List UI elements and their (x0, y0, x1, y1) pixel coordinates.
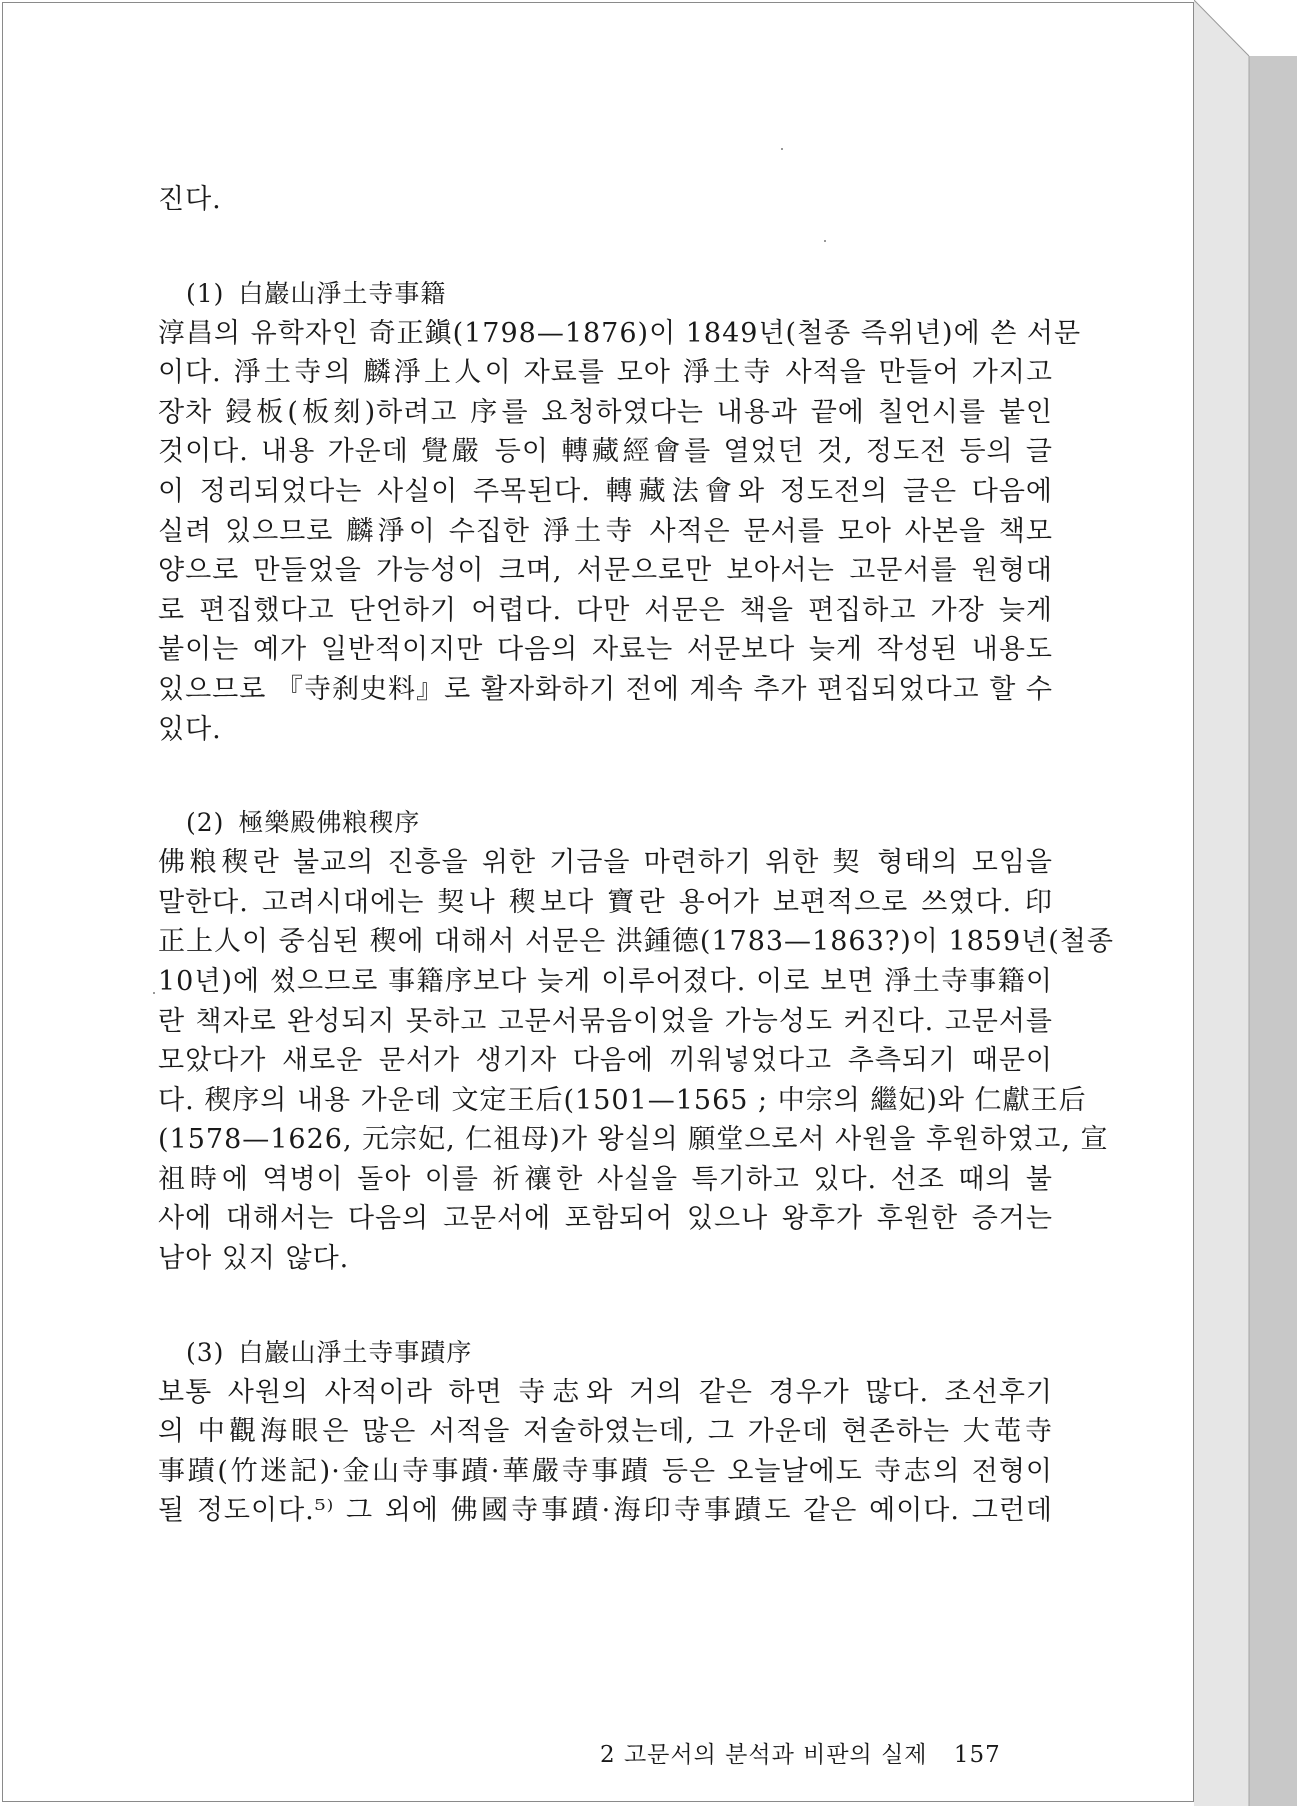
running-footer (600, 1736, 1012, 1769)
section-title: 白巖山淨土寺事蹟序 (238, 1337, 473, 1367)
section-paragraph-2 (158, 843, 1114, 1279)
text-line: 이 정리되었다는 사실이 주목된다. 轉藏法會와 정도전의 글은 다음에 (158, 475, 1053, 507)
text-line: 로 편집했다고 단언하기 어렵다. 다만 서문은 책을 편집하고 가장 늦게 (158, 594, 1053, 626)
body-text (158, 180, 1114, 1531)
scan-speck (781, 148, 783, 150)
text-line: 란 책자로 완성되지 못하고 고문서묶음이었을 가능성도 커진다. 고문서를 (158, 1005, 1053, 1037)
text-line: 事蹟(竹迷記)·金山寺事蹟·華嚴寺事蹟 등은 오늘날에도 寺志의 전형이 (158, 1455, 1053, 1487)
section-number: (1) (186, 278, 225, 308)
chapter-number: 2 (600, 1742, 616, 1768)
text-line: 붙이는 예가 일반적이지만 다음의 자료는 서문보다 늦게 작성된 내용도 (158, 634, 1053, 666)
text-line: 말한다. 고려시대에는 契나 稧보다 寶란 용어가 보편적으로 쓰였다. 印 (158, 886, 1053, 918)
section-heading-2 (158, 803, 1053, 843)
section-paragraph-1 (158, 314, 1082, 750)
section-number: (3) (186, 1337, 225, 1367)
book-page-edge (1194, 0, 1297, 1806)
text-line: 正上人이 중심된 稧에 대해서 서문은 洪鍾德(1783—1863?)이 1859년(철종 (158, 926, 1114, 958)
text-line: (1578—1626, 元宗妃, 仁祖母)가 왕실의 願堂으로서 사원을 후원하였고, 宣 (158, 1124, 1109, 1156)
scan-speck (153, 992, 155, 994)
text-line: 진다. (158, 184, 222, 215)
running-title: 고문서의 분석과 비판의 실제 (623, 1742, 928, 1768)
text-line: 佛粮稧란 불교의 진흥을 위한 기금을 마련하기 위한 契 형태의 모임을 (158, 847, 1053, 879)
section-heading-1 (158, 274, 1053, 314)
text-line: 보통 사원의 사적이라 하면 寺志와 거의 같은 경우가 많다. 조선후기 (158, 1376, 1053, 1408)
section-title: 極樂殿佛粮稧序 (238, 808, 421, 838)
text-line: 10년)에 썼으므로 事籍序보다 늦게 이루어졌다. 이로 보면 淨土寺事籍이 (158, 965, 1053, 997)
text-line: 다. 稧序의 내용 가운데 文定王后(1501—1565 ; 中宗의 繼妃)와 仁獻王后 (158, 1084, 1087, 1116)
section-title: 白巖山淨土寺事籍 (238, 278, 447, 308)
text-line: 있다. (158, 713, 222, 745)
text-line: 있으므로 『寺刹史料』로 활자화하기 전에 계속 추가 편집되었다고 할 수 (158, 673, 1053, 705)
page-number: 157 (953, 1742, 1001, 1768)
text-line: 祖時에 역병이 돌아 이를 祈禳한 사실을 특기하고 있다. 선조 때의 불 (158, 1163, 1053, 1195)
text-line: 것이다. 내용 가운데 覺嚴 등이 轉藏經會를 열었던 것, 정도전 등의 글 (158, 436, 1053, 468)
text-line: 장차 鋟板(板刻)하려고 序를 요청하였다는 내용과 끝에 칠언시를 붙인 (158, 396, 1053, 428)
text-line: 淳昌의 유학자인 奇正鎭(1798—1876)이 1849년(철종 즉위년)에 쓴 서문 (158, 317, 1082, 349)
text-line: 될 정도이다.⁵⁾ 그 외에 佛國寺事蹟·海印寺事蹟도 같은 예이다. 그런데 (158, 1495, 1053, 1527)
opening-line (158, 180, 1053, 220)
text-line: 모았다가 새로운 문서가 생기자 다음에 끼워넣었다고 추측되기 때문이 (158, 1045, 1053, 1077)
text-line: 이다. 淨土寺의 麟淨上人이 자료를 모아 淨土寺 사적을 만들어 가지고 (158, 357, 1053, 389)
text-line: 사에 대해서는 다음의 고문서에 포함되어 있으나 왕후가 후원한 증거는 (158, 1203, 1053, 1235)
section-heading-3 (158, 1333, 1053, 1373)
text-line: 남아 있지 않다. (158, 1243, 350, 1275)
text-line: 양으로 만들었을 가능성이 크며, 서문으로만 보아서는 고문서를 원형대 (158, 555, 1053, 587)
section-paragraph-3 (158, 1373, 1053, 1531)
section-number: (2) (186, 808, 225, 838)
text-line: 의 中觀海眼은 많은 서적을 저술하였는데, 그 가운데 현존하는 大芚寺 (158, 1416, 1053, 1448)
text-line: 실려 있으므로 麟淨이 수집한 淨土寺 사적은 문서를 모아 사본을 책모 (158, 515, 1053, 547)
